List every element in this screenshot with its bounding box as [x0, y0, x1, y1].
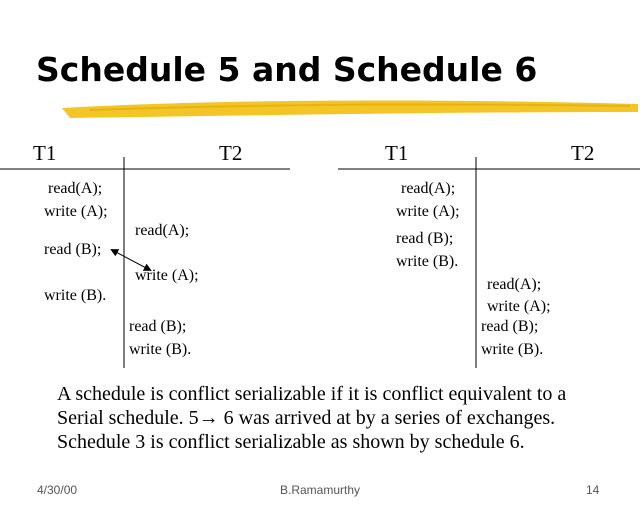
schedule6-t2-op: read (B); — [481, 318, 539, 335]
schedule6-t2-op: read(A); — [487, 276, 542, 293]
schedule5-t2-op: write (A); — [135, 267, 199, 284]
schedule6-t1-op: write (A); — [396, 203, 460, 220]
schedule5-t2-op: read (B); — [129, 318, 187, 335]
schedule6-t2-op: write (A); — [487, 298, 551, 315]
footer-date: 4/30/00 — [37, 483, 78, 497]
schedule6-t1-op: read(A); — [401, 180, 456, 197]
schedule5-t2-header: T2 — [219, 141, 243, 165]
schedule6-t2-header: T2 — [571, 141, 595, 165]
footer-author: B.Ramamurthy — [280, 483, 361, 497]
schedule6-t1-header: T1 — [385, 141, 409, 165]
schedule6-t1-op: read (B); — [396, 230, 454, 247]
explanation-line: Serial schedule. 5→ 6 was arrived at by a series of exchanges. — [57, 407, 556, 429]
schedule5-t1-header: T1 — [33, 141, 57, 165]
explanation-line: A schedule is conflict serializable if it is conflict equivalent to a — [57, 383, 567, 405]
highlighter-stroke — [62, 101, 638, 118]
schedule5-t2-op: write (B). — [129, 341, 192, 358]
explanation-text — [57, 382, 627, 454]
schedule5-t1-op: write (B). — [44, 287, 107, 304]
slide-title: Schedule 5 and Schedule 6 — [36, 50, 538, 89]
explanation-line: Schedule 3 is conflict serializable as shown by schedule 6. — [57, 431, 525, 453]
schedule5-t1-op: read(A); — [48, 180, 103, 197]
schedule5-t1-op: read (B); — [44, 241, 102, 258]
schedule5-t2-op: read(A); — [135, 222, 190, 239]
footer-page-number: 14 — [586, 483, 600, 497]
schedule6-t1-op: write (B). — [396, 253, 459, 270]
schedule6-t2-op: write (B). — [481, 341, 544, 358]
schedule5-t1-op: write (A); — [44, 203, 108, 220]
